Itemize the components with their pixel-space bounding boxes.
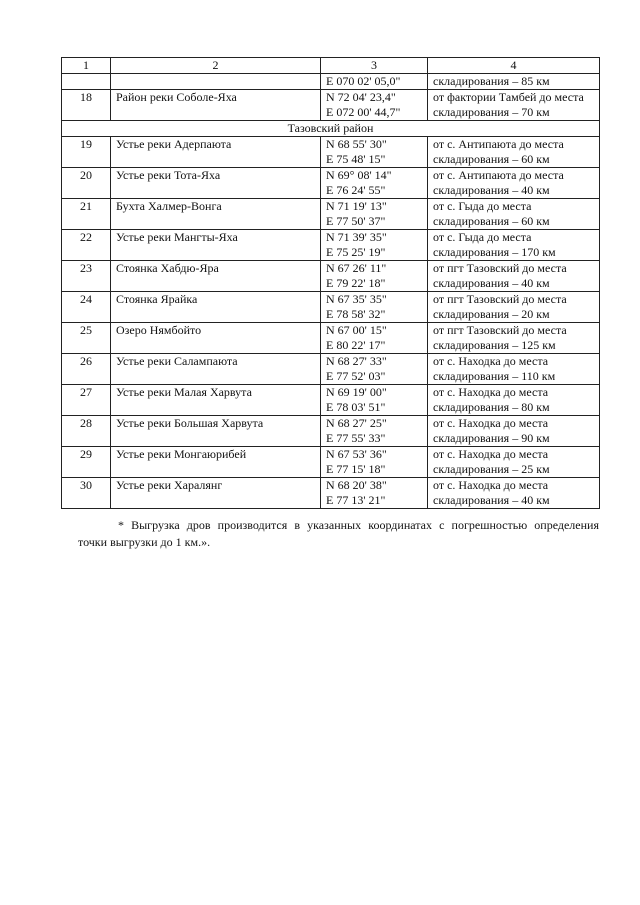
distance-text: складирования – 110 км <box>433 369 556 383</box>
table-row <box>62 447 600 478</box>
row-number: 29 <box>62 447 111 478</box>
distance-text: складирования – 170 км <box>433 245 556 259</box>
coordinates-cell <box>321 90 428 121</box>
longitude: E 072 00' 44,7" <box>326 105 401 119</box>
location-name <box>111 74 321 90</box>
latitude: N 69° 08' 14" <box>326 168 392 182</box>
latitude: N 67 26' 11" <box>326 261 387 275</box>
origin-text: от с. Находка до места <box>433 478 549 492</box>
table-row <box>62 385 600 416</box>
row-number: 30 <box>62 478 111 509</box>
distance-text: складирования – 60 км <box>433 152 550 166</box>
region-header-row <box>62 121 600 137</box>
location-name: Устье реки Малая Харвута <box>111 385 321 416</box>
location-name: Стоянка Ярайка <box>111 292 321 323</box>
origin-text: от с. Антипаюта до места <box>433 168 564 182</box>
latitude: N 72 04' 23,4" <box>326 90 396 104</box>
origin-text: от пгт Тазовский до места <box>433 323 567 337</box>
latitude: N 67 35' 35" <box>326 292 387 306</box>
latitude: N 67 53' 36" <box>326 447 387 461</box>
row-number: 23 <box>62 261 111 292</box>
location-name: Устье реки Харалянг <box>111 478 321 509</box>
row-number: 21 <box>62 199 111 230</box>
footnote-line: точки выгрузки до 1 км.». <box>78 535 211 549</box>
coordinates-cell <box>321 261 428 292</box>
distance-text: складирования – 40 км <box>433 276 550 290</box>
origin-text: от с. Находка до места <box>433 354 549 368</box>
origin-text: от с. Находка до места <box>433 416 549 430</box>
row-number: 25 <box>62 323 111 354</box>
distance-cell <box>428 323 600 354</box>
footnote-line: * Выгрузка дров производится в указанных координатах с погрешностью определения <box>118 518 599 532</box>
table-row <box>62 168 600 199</box>
longitude: E 77 50' 37" <box>326 214 386 228</box>
origin-text: от с. Гыда до места <box>433 230 532 244</box>
location-name: Стоянка Хабдю-Яра <box>111 261 321 292</box>
longitude: E 75 48' 15" <box>326 152 386 166</box>
coordinates-cell <box>321 137 428 168</box>
row-number: 19 <box>62 137 111 168</box>
location-name: Бухта Халмер-Вонга <box>111 199 321 230</box>
column-header: 2 <box>111 58 321 74</box>
latitude: N 67 00' 15" <box>326 323 387 337</box>
row-number: 22 <box>62 230 111 261</box>
table-row <box>62 292 600 323</box>
longitude: E 070 02' 05,0" <box>326 74 401 88</box>
row-number: 27 <box>62 385 111 416</box>
coordinates-cell <box>321 292 428 323</box>
origin-text: от пгт Тазовский до места <box>433 292 567 306</box>
table-header-row <box>62 58 600 74</box>
distance-cell <box>428 137 600 168</box>
coordinates-cell <box>321 447 428 478</box>
column-header: 4 <box>428 58 600 74</box>
table-row <box>62 90 600 121</box>
distance-text: складирования – 25 км <box>433 462 550 476</box>
distance-text: складирования – 85 км <box>433 74 550 88</box>
longitude: E 77 13' 21" <box>326 493 386 507</box>
longitude: E 77 15' 18" <box>326 462 386 476</box>
distance-cell <box>428 447 600 478</box>
origin-text: от фактории Тамбей до места <box>433 90 584 104</box>
row-number: 18 <box>62 90 111 121</box>
column-header: 1 <box>62 58 111 74</box>
table-row <box>62 478 600 509</box>
row-number: 24 <box>62 292 111 323</box>
longitude: E 75 25' 19" <box>326 245 386 259</box>
origin-text: от с. Антипаюта до места <box>433 137 564 151</box>
origin-text: от с. Находка до места <box>433 447 549 461</box>
location-name: Устье реки Адерпаюта <box>111 137 321 168</box>
longitude: E 78 03' 51" <box>326 400 386 414</box>
table-body <box>62 137 600 509</box>
table-row <box>62 323 600 354</box>
distance-cell <box>428 90 600 121</box>
distance-cell <box>428 292 600 323</box>
longitude: E 76 24' 55" <box>326 183 386 197</box>
coordinates-cell <box>321 323 428 354</box>
latitude: N 69 19' 00" <box>326 385 387 399</box>
longitude: E 79 22' 18" <box>326 276 386 290</box>
longitude: E 80 22' 17" <box>326 338 386 352</box>
distance-cell <box>428 478 600 509</box>
distance-text: складирования – 40 км <box>433 493 550 507</box>
distance-cell <box>428 385 600 416</box>
distance-cell <box>428 168 600 199</box>
location-name: Устье реки Монгаюрибей <box>111 447 321 478</box>
coordinates-cell <box>321 230 428 261</box>
location-name: Район реки Соболе-Яха <box>111 90 321 121</box>
location-name: Устье реки Тота-Яха <box>111 168 321 199</box>
distance-text: складирования – 125 км <box>433 338 556 352</box>
location-name: Озеро Нямбойто <box>111 323 321 354</box>
distance-text: складирования – 40 км <box>433 183 550 197</box>
latitude: N 68 55' 30" <box>326 137 387 151</box>
table-row <box>62 261 600 292</box>
footnote <box>78 517 599 551</box>
coordinates-cell <box>321 385 428 416</box>
row-number <box>62 74 111 90</box>
location-name: Устье реки Большая Харвута <box>111 416 321 447</box>
table-row <box>62 137 600 168</box>
row-number: 20 <box>62 168 111 199</box>
table-row <box>62 416 600 447</box>
table-row <box>62 230 600 261</box>
region-title: Тазовский район <box>62 121 600 137</box>
distance-text: складирования – 80 км <box>433 400 550 414</box>
distance-text: складирования – 20 км <box>433 307 550 321</box>
origin-text: от с. Гыда до места <box>433 199 532 213</box>
coordinates-cell <box>321 416 428 447</box>
table-row <box>62 199 600 230</box>
table-row <box>62 74 600 90</box>
latitude: N 68 27' 33" <box>326 354 387 368</box>
coordinates-cell <box>321 168 428 199</box>
distance-text: складирования – 90 км <box>433 431 550 445</box>
distance-cell <box>428 74 600 90</box>
distance-cell <box>428 416 600 447</box>
origin-text: от пгт Тазовский до места <box>433 261 567 275</box>
longitude: E 77 52' 03" <box>326 369 386 383</box>
location-name: Устье реки Салампаюта <box>111 354 321 385</box>
distance-text: складирования – 60 км <box>433 214 550 228</box>
distance-text: складирования – 70 км <box>433 105 550 119</box>
origin-text: от с. Находка до места <box>433 385 549 399</box>
distance-cell <box>428 261 600 292</box>
locations-table <box>61 57 600 509</box>
row-number: 28 <box>62 416 111 447</box>
column-header: 3 <box>321 58 428 74</box>
coordinates-cell <box>321 199 428 230</box>
latitude: N 68 27' 25" <box>326 416 387 430</box>
distance-cell <box>428 199 600 230</box>
location-name: Устье реки Мангты-Яха <box>111 230 321 261</box>
coordinates-cell <box>321 478 428 509</box>
row-number: 26 <box>62 354 111 385</box>
distance-cell <box>428 354 600 385</box>
distance-cell <box>428 230 600 261</box>
longitude: E 77 55' 33" <box>326 431 386 445</box>
table-row <box>62 354 600 385</box>
latitude: N 71 39' 35" <box>326 230 387 244</box>
longitude: E 78 58' 32" <box>326 307 386 321</box>
coordinates-cell <box>321 354 428 385</box>
latitude: N 68 20' 38" <box>326 478 387 492</box>
latitude: N 71 19' 13" <box>326 199 387 213</box>
coordinates-cell <box>321 74 428 90</box>
